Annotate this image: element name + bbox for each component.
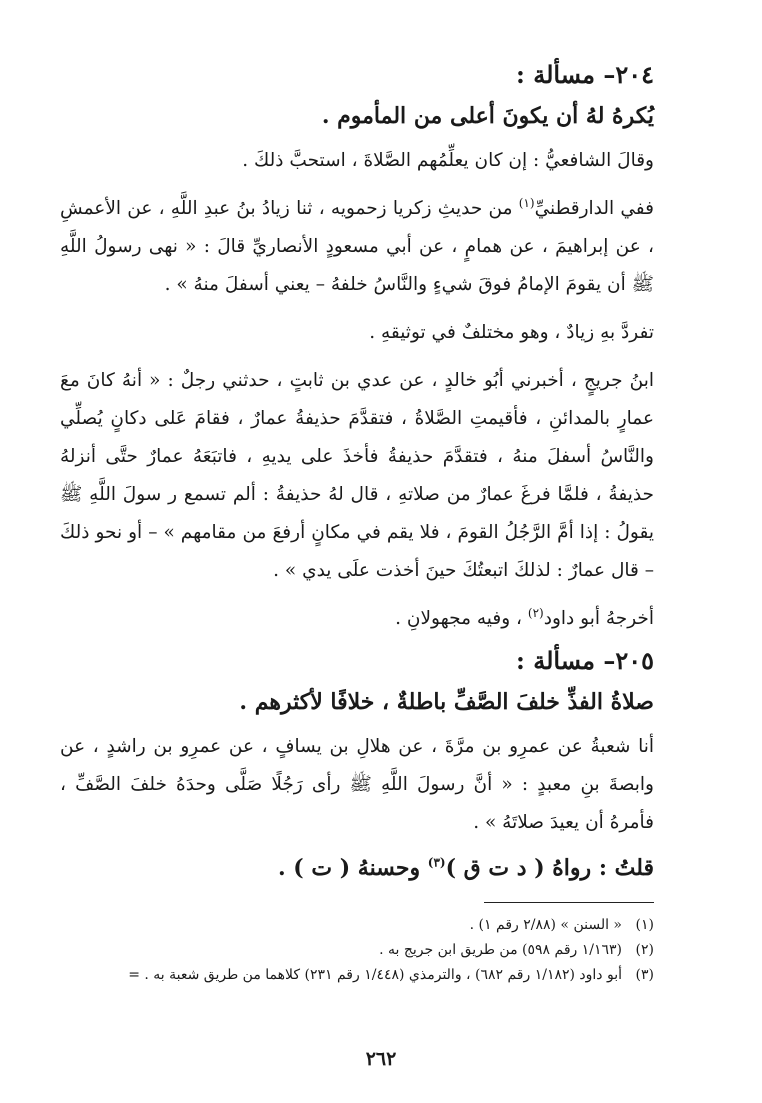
qult-line [60, 852, 654, 884]
footnote-2 [60, 938, 654, 963]
footnote-3-text: أبو داود (١/١٨٢ رقم ٦٨٢) ، والترمذي (١/٤٤٨ رقم ٢٣١) كلاهما من طريق شعبة به . = [128, 967, 622, 983]
paragraph-daraqutni [60, 190, 654, 304]
footnote-ref-3[interactable]: (٣) [427, 855, 446, 870]
footnote-2-number: (٢) [635, 942, 654, 958]
footnote-1-number: (١) [635, 917, 654, 933]
paragraph-ibn-jurayj: ابنُ جريجٍ ، أخبرني أبُو خالدٍ ، عن عدي بن ثابتٍ ، حدثني رجلٌ : « أنهُ كانَ معَ عمارٍ بالمدائنِ ، فأقيمتِ الصَّلاةُ ، فتقدَّمَ حذيفةُ عمارٌ ، فقامَ عَلى دكانٍ يُصلِّي والنَّاسُ أسفلَ منهُ ، فتقدَّمَ حذيفةُ فأخذَ على يديهِ ، فاتبَعَهُ عمارٌ حتَّى أنزلهُ حذيفةُ ، فلمَّا فرغَ عمارٌ من صلاتهِ ، قال لهُ حذيفةُ : ألم تسمع ر سولَ اللَّهِ ﷺ يقولُ : إذا أمَّ الرَّجُلُ القومَ ، فلا يقم في مكانٍ أرفعَ من مقامهم » – أو نحو ذلكَ – قال عمارٌ : لذلكَ اتبعتُكَ حينَ أخذت علَى يدي » . [60, 370, 654, 581]
paragraph-ziyad: تفردَّ بهِ زيادٌ ، وهو مختلفٌ في توثيقهِ . [369, 322, 654, 343]
paragraph-abu-dawud-tail: ، وفيه مجهولانِ . [395, 608, 528, 629]
page-number: ٢٦٢ [365, 1048, 397, 1070]
footnote-ref-2[interactable]: (٢) [527, 605, 544, 620]
paragraph-abu-dawud-lead: أخرجهُ أبو داود [543, 608, 654, 629]
footnote-ref-1[interactable]: (١) [518, 195, 535, 210]
paragraph-daraqutni-lead: ففي الدارقطنيِّ [534, 198, 655, 219]
paragraph-daraqutni-body: من حديثِ زكريا زحمويه ، ثنا زيادُ بنُ عبدِ اللَّهِ ، عن الأعمشِ ، عن إبراهيمَ ، عن همامٍ ، عن أبي مسعودٍ الأنصاريِّ قالَ : « نهى رسولُ اللَّهِ ﷺ أن يقومَ الإمامُ فوقَ شيءٍ والنَّاسُ خلفهُ – يعني أسفلَ منهُ » . [60, 198, 654, 295]
masala-204-heading: ٢٠٤– مسألة : [516, 60, 654, 89]
footnotes [60, 913, 654, 988]
qult-lead: قلتُ : رواهُ ( د ت ق ) [445, 855, 654, 881]
paragraph-shuba: أنا شعبةُ عن عمرِو بن مرَّةَ ، عن هلالِ بن يسافٍ ، عن عمرِو بن راشدٍ ، عن وابصةَ بنِ معبدٍ : « أنَّ رسولَ اللَّهِ ﷺ رأى رَجُلًا صَلَّى وحدَهُ خلفَ الصَّفِّ ، فأمرهُ أن يعيدَ صلاتَهُ » . [60, 736, 654, 833]
footnote-3 [60, 963, 654, 988]
masala-205-ruling: صلاةُ الفذِّ خلفَ الصَّفِّ باطلةٌ ، خلافًا لأكثرهم . [239, 689, 654, 715]
paragraph-shafii: وقالَ الشافعيُّ : إن كان يعلِّمُهم الصَّلاةَ ، استحبَّ ذلكَ . [242, 150, 654, 171]
masala-204-ruling: يُكرهُ لهُ أن يكونَ أعلى من المأموم . [321, 103, 654, 129]
paragraph-abu-dawud [60, 600, 654, 638]
footnote-2-text: (١/١٦٣ رقم ٥٩٨) من طريق ابن جريج به . [379, 942, 622, 958]
footnote-divider [484, 902, 654, 903]
footnote-1 [60, 913, 654, 938]
footnote-1-text: « السنن » (٢/٨٨ رقم ١) . [469, 917, 622, 933]
footnote-3-number: (٣) [635, 967, 654, 983]
masala-205-heading: ٢٠٥– مسألة : [516, 646, 654, 675]
qult-tail: وحسنهُ ( ت ) . [277, 855, 428, 881]
